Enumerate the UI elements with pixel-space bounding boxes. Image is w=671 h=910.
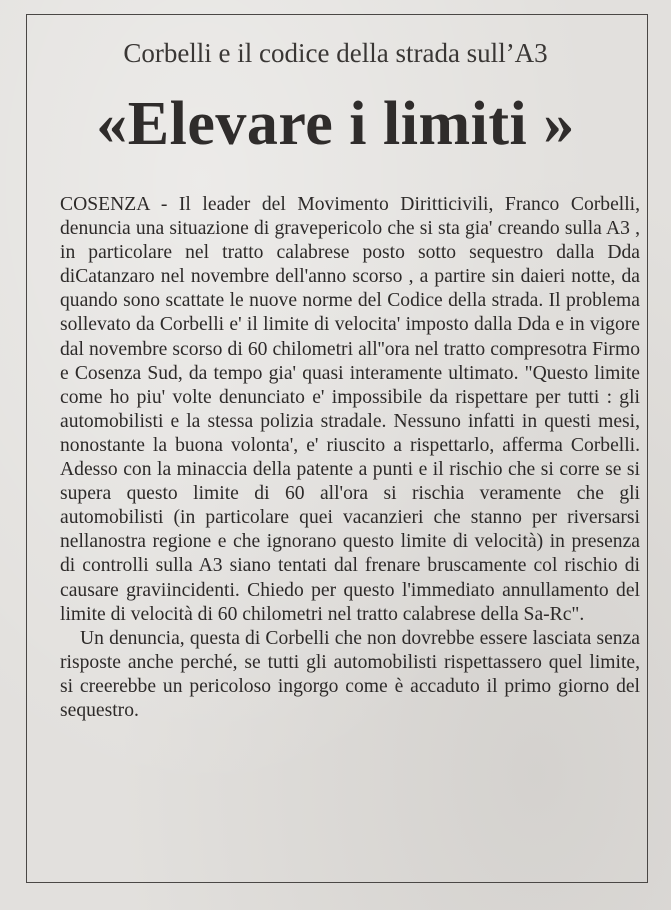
article-headline: «Elevare i limiti » bbox=[96, 90, 575, 158]
article-kicker: Corbelli e il codice della strada sull’A3 bbox=[123, 38, 548, 68]
article-body bbox=[60, 193, 640, 723]
article-paragraph-2: Un denuncia, questa di Corbelli che non dovrebbe essere lasciata senza risposte anche perché, se tutti gli automobilisti rispettassero quel limite, si creerebbe un pericoloso ingorgo come è accaduto il primo giorno del sequestro. bbox=[60, 627, 640, 721]
article-paragraph-1: COSENZA - Il leader del Movimento Diritticivili, Franco Corbelli, denuncia una situazione di gravepericolo che si sta gia' creando sulla A3 , in particolare nel tratto calabrese posto sotto sequestro dalla Dda diCatanzaro nel novembre dell'anno scorso , a partire sin daieri notte, da quando sono scattate le nuove norme del Codice della strada. Il problema sollevato da Corbelli e' il limite di velocita' imposto dalla Dda e in vigore dal novembre scorso di 60 chilometri all''ora nel tratto compresotra Firmo e Cosenza Sud, da tempo gia' quasi interamente ultimato. "Questo limite come ho piu' volte denunciato e' impossibile da rispettare per tutti : gli automobilisti e la stessa polizia stradale. Nessuno infatti in questi mesi, nonostante la buona volonta', e' riuscito a rispettarlo, afferma Corbelli. Adesso con la minaccia della patente a punti e il rischio che si corre se si supera questo limite di 60 all'ora si rischia veramente che gli automobilisti (in particolare quei vacanzieri che stanno per riversarsi nellanostra regione e che ignorano questo limite di velocità) in presenza di controlli sulla A3 siano tentati dal frenare bruscamente col rischio di causare graviincidenti. Chiedo per questo l'immediato annullamento del limite di velocità di 60 chilometri nel tratto calabrese della Sa-Rc". bbox=[60, 194, 640, 625]
